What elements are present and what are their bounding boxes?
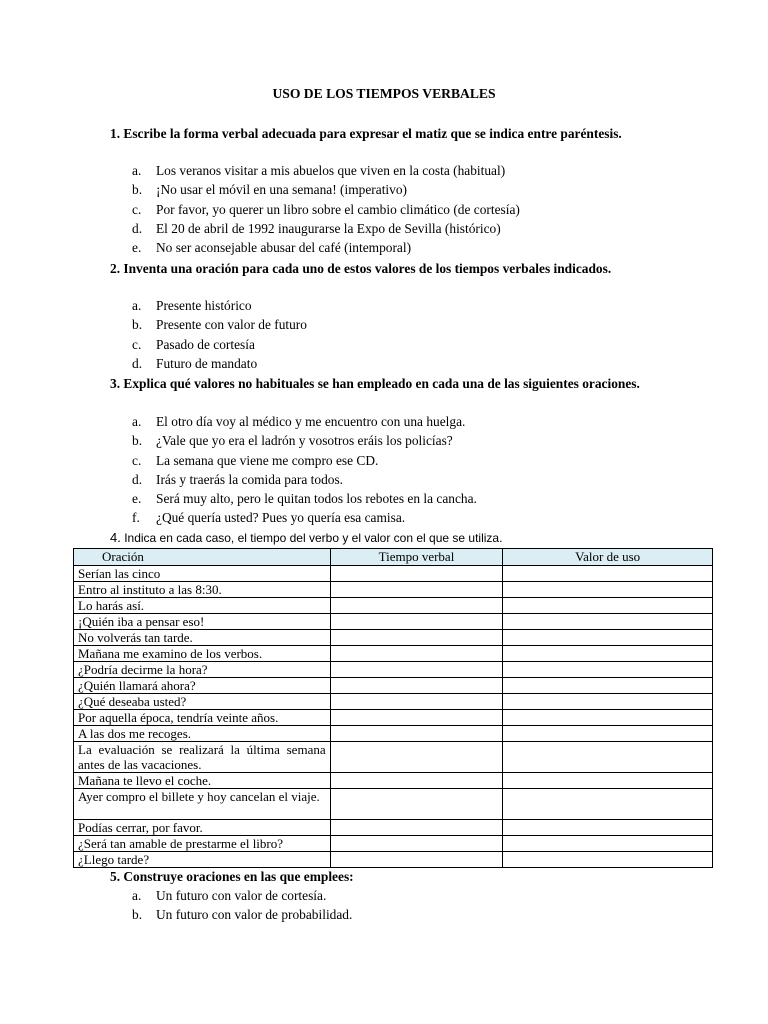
answer-cell[interactable] [503, 566, 713, 582]
verb-table [73, 548, 713, 868]
answer-cell[interactable] [330, 678, 503, 694]
section-5-list [132, 886, 352, 925]
table-row: ¿Llego tarde? [74, 852, 713, 868]
answer-cell[interactable] [330, 820, 503, 836]
answer-cell[interactable] [330, 598, 503, 614]
list-item: e. Será muy alto, pero le quitan todos los rebotes en la cancha. [132, 491, 477, 507]
answer-cell[interactable] [503, 773, 713, 789]
answer-cell[interactable] [503, 726, 713, 742]
list-item: a. Un futuro con valor de cortesía. [132, 888, 327, 903]
list-item: d. Irás y traerás la comida para todos. [132, 471, 344, 487]
table-row: La evaluación se realizará la última semana antes de las vacaciones. [74, 742, 713, 773]
list-item: a. El otro día voy al médico y me encuentro con una huelga. [132, 414, 466, 429]
answer-cell[interactable] [503, 789, 713, 820]
section-1-list [132, 161, 520, 257]
list-item: d. El 20 de abril de 1992 inaugurarse la Expo de Sevilla (histórico) [132, 220, 501, 236]
column-header-tiempo: Tiempo verbal [330, 549, 503, 566]
table-row: Mañana me examino de los verbos. [74, 646, 713, 662]
table-row: Serían las cinco [74, 566, 713, 582]
list-item: b. ¿Vale que yo era el ladrón y vosotros eráis los policías? [132, 433, 453, 449]
section-5-heading: 5. Construye oraciones en las que emplees: [110, 869, 354, 884]
answer-cell[interactable] [503, 662, 713, 678]
answer-cell[interactable] [503, 582, 713, 598]
answer-cell[interactable] [330, 710, 503, 726]
answer-cell[interactable] [330, 852, 503, 868]
list-item: a. Presente histórico [132, 298, 252, 313]
list-item: c. Por favor, yo querer un libro sobre el cambio climático (de cortesía) [132, 201, 520, 217]
column-header-valor: Valor de uso [503, 549, 713, 566]
list-item: e. No ser aconsejable abusar del café (intemporal) [132, 240, 412, 256]
answer-cell[interactable] [503, 836, 713, 852]
list-item: b. ¡No usar el móvil en una semana! (imperativo) [132, 182, 407, 198]
table-row: Ayer compro el billete y hoy cancelan el viaje. [74, 789, 713, 820]
answer-cell[interactable] [330, 726, 503, 742]
table-row: Lo harás así. [74, 598, 713, 614]
list-item: a. Los veranos visitar a mis abuelos que viven en la costa (habitual) [132, 163, 506, 178]
table-row: Mañana te llevo el coche. [74, 773, 713, 789]
answer-cell[interactable] [503, 646, 713, 662]
table-row: Entro al instituto a las 8:30. [74, 582, 713, 598]
table-row: ¿Podría decirme la hora? [74, 662, 713, 678]
answer-cell[interactable] [330, 789, 503, 820]
page-title: USO DE LOS TIEMPOS VERBALES [272, 86, 496, 101]
answer-cell[interactable] [503, 742, 713, 773]
answer-cell[interactable] [330, 742, 503, 773]
list-item: b. Un futuro con valor de probabilidad. [132, 907, 353, 923]
answer-cell[interactable] [330, 694, 503, 710]
list-item: d. Futuro de mandato [132, 355, 258, 371]
section-4-heading: 4. Indica en cada caso, el tiempo del verbo y el valor con el que se utiliza. [110, 530, 503, 545]
list-item: c. La semana que viene me compro ese CD. [132, 452, 379, 468]
list-item: b. Presente con valor de futuro [132, 317, 307, 333]
answer-cell[interactable] [330, 566, 503, 582]
answer-cell[interactable] [503, 820, 713, 836]
answer-cell[interactable] [330, 582, 503, 598]
table-row: No volverás tan tarde. [74, 630, 713, 646]
answer-cell[interactable] [330, 662, 503, 678]
section-3-heading: 3. Explica qué valores no habituales se han empleado en cada una de las siguientes oraciones. [110, 376, 640, 391]
answer-cell[interactable] [503, 598, 713, 614]
table-row: Podías cerrar, por favor. [74, 820, 713, 836]
list-item: f. ¿Qué quería usted? Pues yo quería esa camisa. [132, 510, 406, 526]
table-row: Por aquella época, tendría veinte años. [74, 710, 713, 726]
section-3-list [132, 412, 477, 528]
answer-cell[interactable] [503, 694, 713, 710]
table-row: A las dos me recoges. [74, 726, 713, 742]
answer-cell[interactable] [503, 630, 713, 646]
answer-cell[interactable] [330, 614, 503, 630]
answer-cell[interactable] [330, 630, 503, 646]
answer-cell[interactable] [503, 678, 713, 694]
answer-cell[interactable] [503, 852, 713, 868]
table-row: ¿Qué deseaba usted? [74, 694, 713, 710]
table-row: ¿Quién llamará ahora? [74, 678, 713, 694]
answer-cell[interactable] [503, 614, 713, 630]
section-2-heading: 2. Inventa una oración para cada uno de estos valores de los tiempos verbales indicados. [110, 261, 612, 276]
list-item: c. Pasado de cortesía [132, 336, 255, 352]
answer-cell[interactable] [503, 710, 713, 726]
section-2-list [132, 296, 307, 373]
answer-cell[interactable] [330, 646, 503, 662]
answer-cell[interactable] [330, 773, 503, 789]
table-row: ¡Quién iba a pensar eso! [74, 614, 713, 630]
table-row: ¿Será tan amable de prestarme el libro? [74, 836, 713, 852]
column-header-oracion: Oración [74, 549, 331, 566]
section-1-heading: 1. Escribe la forma verbal adecuada para expresar el matiz que se indica entre paréntesis. [110, 126, 622, 141]
answer-cell[interactable] [330, 836, 503, 852]
